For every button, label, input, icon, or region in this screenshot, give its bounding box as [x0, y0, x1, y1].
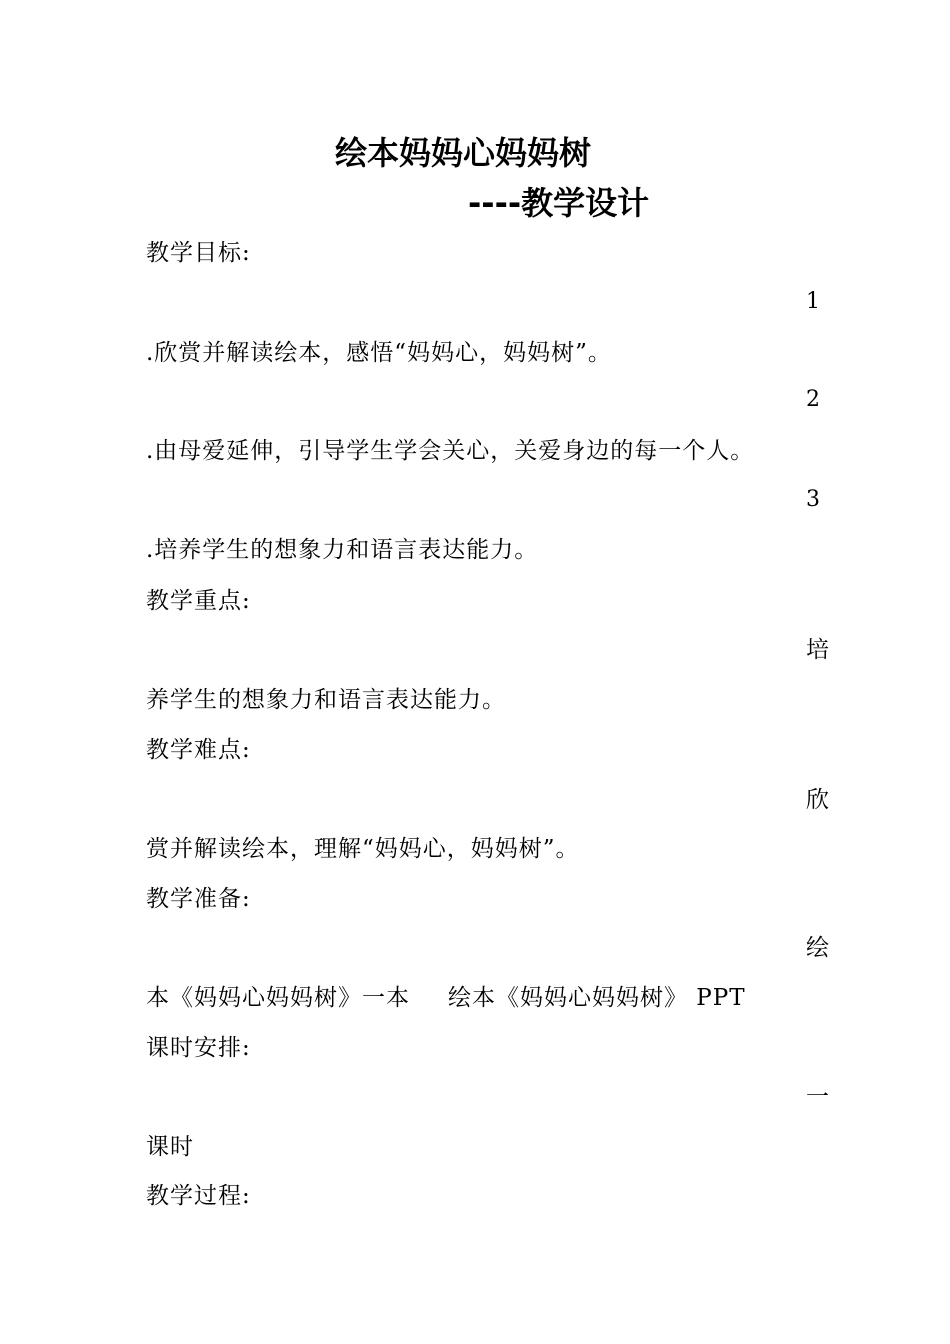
- objective-text-3: .培养学生的想象力和语言表达能力。: [146, 537, 539, 563]
- schedule-text: 课时: [146, 1134, 194, 1160]
- objective-number-3: 3: [806, 487, 820, 512]
- preparation-item-book: 本《妈妈心妈妈树》一本: [146, 985, 410, 1011]
- key-points-heading: 教学重点:: [146, 588, 251, 614]
- preparation-item-ppt: 绘本《妈妈心妈妈树》 PPT: [448, 985, 746, 1011]
- difficulties-heading: 教学难点:: [146, 737, 251, 763]
- preparation-heading: 教学准备:: [146, 886, 251, 912]
- objective-text-1: .欣赏并解读绘本，感悟“妈妈心，妈妈树”。: [146, 340, 612, 366]
- objective-text-2: .由母爱延伸，引导学生学会关心，关爱身边的每一个人。: [146, 438, 755, 464]
- objective-number-1: 1: [806, 289, 820, 314]
- key-points-first-char: 培: [806, 637, 829, 663]
- schedule-heading: 课时安排:: [146, 1035, 251, 1061]
- key-points-text: 养学生的想象力和语言表达能力。: [146, 687, 506, 713]
- document-subtitle: ----教学设计: [468, 184, 650, 222]
- objective-number-2: 2: [806, 387, 820, 412]
- preparation-text: [146, 983, 746, 1013]
- difficulties-text: 赏并解读绘本，理解“妈妈心，妈妈树”。: [146, 836, 580, 862]
- document-title: 绘本妈妈心妈妈树: [335, 134, 592, 172]
- schedule-first-char: 一: [806, 1084, 829, 1110]
- preparation-first-char: 绘: [806, 935, 829, 961]
- process-heading: 教学过程:: [146, 1183, 251, 1209]
- objectives-heading: 教学目标:: [146, 240, 251, 266]
- difficulties-first-char: 欣: [806, 787, 829, 813]
